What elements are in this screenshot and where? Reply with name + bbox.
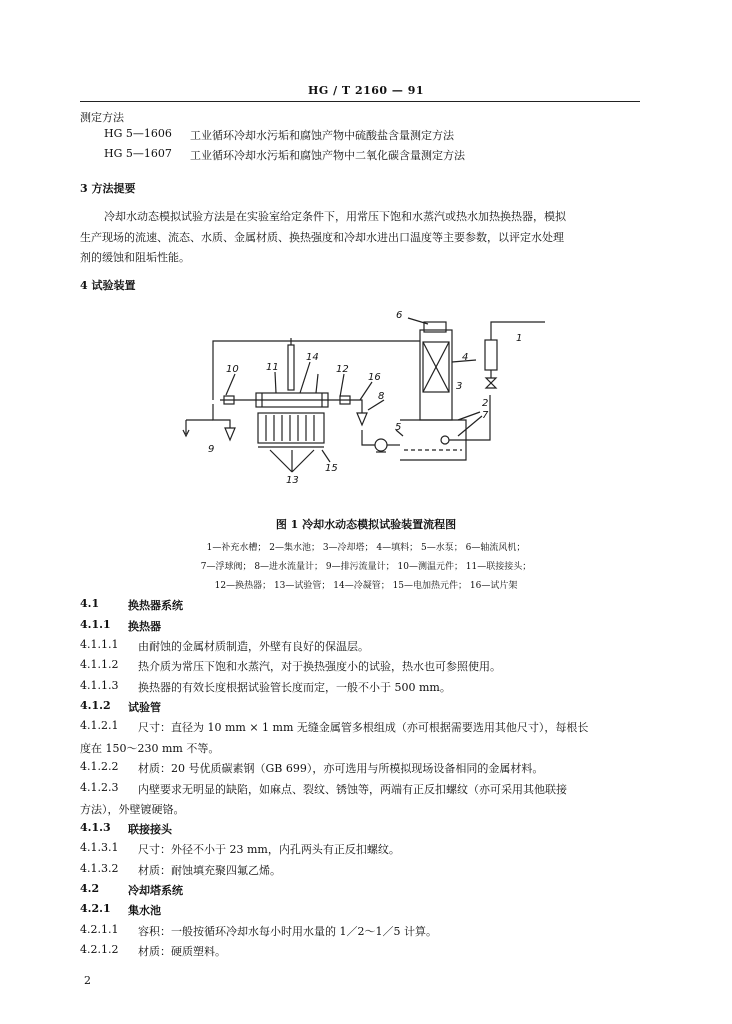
clause-text: 联接接头 — [128, 823, 172, 836]
diagram-label-5: 5 — [395, 422, 402, 433]
clause-number: 4.1.1.1 — [80, 638, 119, 651]
diagram-label-16: 16 — [368, 372, 381, 383]
page-number: 2 — [84, 974, 91, 987]
clause-text: 由耐蚀的金属材质制造，外壁有良好的保温层。 — [138, 640, 369, 653]
clause-number: 4.1 — [80, 597, 100, 610]
clause-text: 容积：一般按循环冷却水每小时用水量的 1／2～1／5 计算。 — [138, 925, 437, 938]
diagram-label-12: 12 — [336, 364, 349, 375]
cooling-tower-body — [420, 330, 452, 420]
figure-legend-line1: 1—补充水槽； 2—集水池； 3—冷却塔； 4—填料； 5—水泵； 6—轴流风机； — [206, 543, 526, 553]
clause-text: 热介质为常压下饱和水蒸汽，对于换热强度小的试验，热水也可参照使用。 — [138, 660, 501, 673]
makeup-valve — [486, 378, 496, 388]
ref1-text: 工业循环冷却水污垢和腐蚀产物中硫酸盐含量测定方法 — [190, 129, 454, 142]
standard-code-header: HG / T 2160 — 91 — [307, 84, 425, 97]
pump — [375, 439, 387, 451]
clause-text: 材质：耐蚀填充聚四氟乙烯。 — [138, 864, 281, 877]
diagram-label-10: 10 — [226, 364, 239, 375]
diagram-label-11: 11 — [266, 362, 279, 373]
clause-text: 材质：硬质塑料。 — [138, 945, 226, 958]
clause-text: 试验管 — [128, 701, 161, 714]
ref1-code: HG 5—1606 — [104, 127, 172, 140]
section3-p3: 剂的缓蚀和阻垢性能。 — [80, 251, 190, 264]
figure-legend-line2: 7—浮球阀； 8—进水流量计； 9—排污流量计； 10—测温元件； 11—联接接头； — [200, 562, 532, 572]
section3-title: 3 方法提要 — [80, 182, 136, 195]
clause-number: 4.2.1 — [80, 902, 111, 915]
clause-number: 4.2.1.2 — [80, 943, 119, 956]
flow-diagram — [170, 300, 570, 505]
diagram-label-15: 15 — [325, 463, 338, 474]
section3-p1: 冷却水动态模拟试验方法是在实验室给定条件下，用常压下饱和水蒸汽或热水加热换热器，模拟 — [104, 210, 566, 223]
clause-text: 材质：20 号优质碳素钢（GB 699），亦可选用与所模拟现场设备相同的金属材料。 — [138, 762, 544, 775]
clause-number: 4.1.2 — [80, 699, 111, 712]
clause-number: 4.1.1.3 — [80, 679, 119, 692]
section4-title: 4 试验装置 — [80, 279, 136, 292]
clause-text: 集水池 — [128, 904, 161, 917]
clause-text: 尺寸：外径不小于 23 mm，内孔两头有正反扣螺纹。 — [138, 843, 400, 856]
header-rule — [80, 101, 640, 102]
clause-text: 内壁要求无明显的缺陷，如麻点、裂纹、锈蚀等，两端有正反扣螺纹（亦可采用其他联接 — [138, 783, 567, 796]
clause-continuation: 方法），外壁镀硬铬。 — [80, 803, 185, 816]
clause-number: 4.2 — [80, 882, 100, 895]
diagram-label-7: 7 — [482, 410, 489, 421]
diagram-label-2: 2 — [482, 398, 489, 409]
ref2-code: HG 5—1607 — [104, 147, 172, 160]
figure-legend-line3: 12—换热器； 13—试验管； 14—冷凝管； 15—电加热元件； 16—试片架 — [214, 581, 518, 591]
diagram-label-6: 6 — [396, 310, 403, 321]
figure-caption: 图 1 冷却水动态模拟试验装置流程图 — [275, 518, 457, 531]
makeup-tank — [485, 340, 497, 370]
clause-number: 4.1.1.2 — [80, 658, 119, 671]
clause-text: 换热器系统 — [128, 599, 183, 612]
clause-number: 4.1.2.2 — [80, 760, 119, 773]
diagram-label-13: 13 — [286, 475, 299, 486]
clause-number: 4.1.3 — [80, 821, 111, 834]
clause-number: 4.1.2.1 — [80, 719, 119, 732]
ref2-text: 工业循环冷却水污垢和腐蚀产物中二氧化碳含量测定方法 — [190, 149, 465, 162]
clause-text: 尺寸：直径为 10 mm × 1 mm 无缝金属管多根组成（亦可根据需要选用其他尺寸），每根长 — [138, 721, 589, 734]
float-valve — [441, 436, 449, 444]
clause-number: 4.1.2.3 — [80, 781, 119, 794]
drain-flowmeter — [225, 428, 235, 440]
clause-text: 冷却塔系统 — [128, 884, 183, 897]
diagram-label-8: 8 — [378, 391, 385, 402]
condenser-tube — [288, 345, 294, 390]
diagram-label-3: 3 — [456, 381, 463, 392]
diagram-label-1: 1 — [516, 333, 523, 344]
clause-continuation: 度在 150～230 mm 不等。 — [80, 742, 220, 755]
diagram-label-9: 9 — [208, 444, 215, 455]
clause-number: 4.1.3.2 — [80, 862, 119, 875]
test-line — [220, 400, 362, 403]
clause-number: 4.1.1 — [80, 618, 111, 631]
clause-number: 4.2.1.1 — [80, 923, 119, 936]
inlet-flowmeter — [357, 413, 367, 425]
clause-text: 换热器 — [128, 620, 161, 633]
diagram-label-14: 14 — [306, 352, 319, 363]
clause-number: 4.1.3.1 — [80, 841, 119, 854]
drain-pipe — [213, 404, 230, 428]
top-line: 测定方法 — [80, 111, 124, 124]
diagram-label-4: 4 — [462, 352, 469, 363]
clause-text: 换热器的有效长度根据试验管长度而定，一般不小于 500 mm。 — [138, 681, 451, 694]
section3-p2: 生产现场的流速、流态、水质、金属材质、换热强度和冷却水进出口温度等主要参数，以评定水处理 — [80, 231, 564, 244]
